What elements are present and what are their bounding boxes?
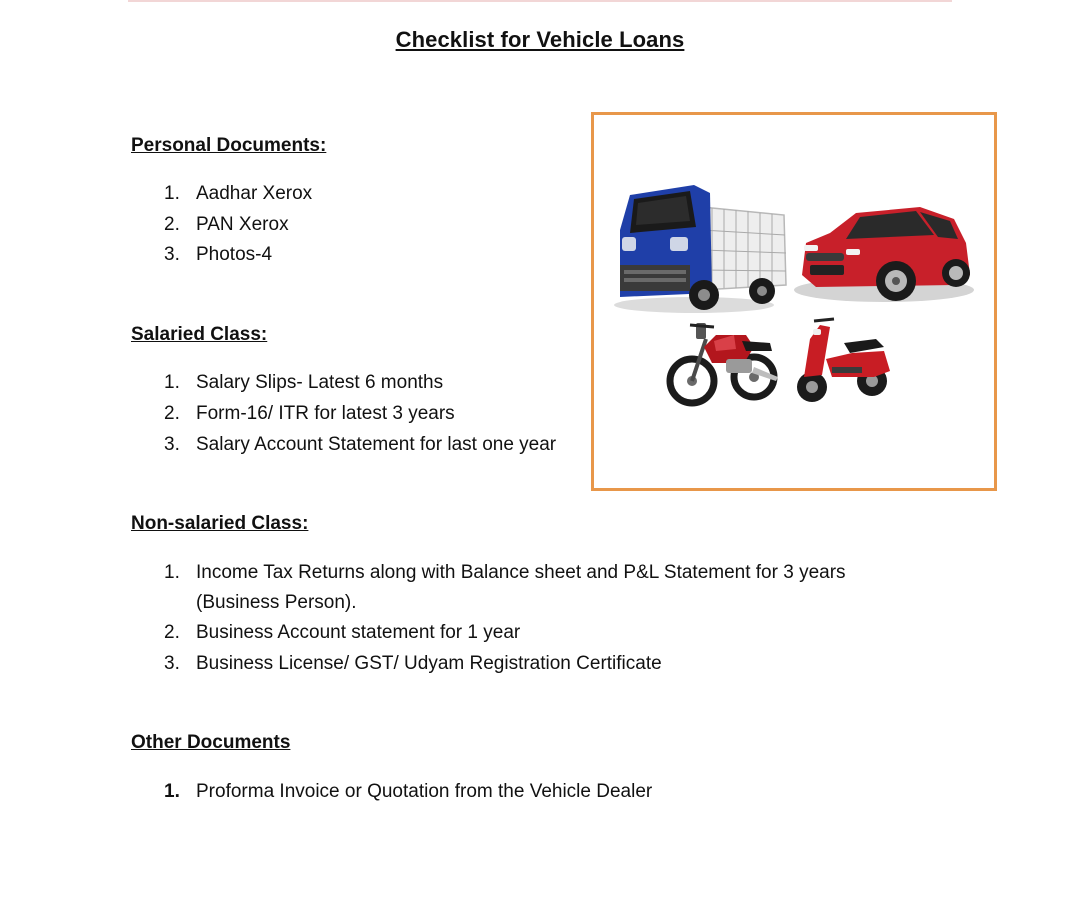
list-number: 1.	[164, 183, 180, 204]
list-number: 2.	[164, 403, 180, 424]
list-number: 3.	[164, 434, 180, 455]
list-item	[164, 179, 312, 209]
scooter-icon	[797, 319, 890, 402]
section-heading-salaried: Salaried Class:	[131, 324, 268, 345]
list-text: Business Account statement for 1 year	[196, 622, 521, 643]
list-text: Aadhar Xerox	[196, 183, 313, 204]
list-item	[164, 618, 520, 648]
list-text: Income Tax Returns along with Balance sheet and P&L Statement for 3 years (Business Person).	[196, 562, 846, 613]
truck-icon	[614, 185, 786, 313]
list-text: Business License/ GST/ Udyam Registration Certificate	[196, 653, 662, 674]
list-number: 1.	[164, 781, 180, 802]
list-text: Form-16/ ITR for latest 3 years	[196, 403, 455, 424]
list-item	[164, 368, 443, 398]
list-text: Proforma Invoice or Quotation from the Vehicle Dealer	[196, 781, 653, 802]
list-item	[164, 777, 652, 807]
list-item	[164, 649, 662, 679]
section-heading-personal: Personal Documents:	[131, 135, 327, 156]
section-heading-other: Other Documents	[131, 732, 291, 753]
list-number: 2.	[164, 214, 180, 235]
list-number: 3.	[164, 244, 180, 265]
top-rule	[128, 0, 952, 2]
section-heading-non-salaried: Non-salaried Class:	[131, 513, 309, 534]
list-item	[164, 240, 272, 270]
vehicles-image-frame	[591, 112, 997, 491]
list-text: Salary Account Statement for last one year	[196, 434, 557, 455]
vehicles-illustration	[594, 115, 994, 488]
list-item	[164, 430, 556, 460]
list-number: 3.	[164, 653, 180, 674]
list-text: Salary Slips- Latest 6 months	[196, 372, 444, 393]
list-item	[164, 399, 455, 429]
list-number: 1.	[164, 372, 180, 393]
list-item	[164, 558, 886, 618]
list-number: 1.	[164, 562, 180, 583]
car-icon	[794, 207, 974, 302]
list-text: Photos-4	[196, 244, 273, 265]
motorcycle-icon	[670, 323, 778, 403]
list-number: 2.	[164, 622, 180, 643]
list-text: PAN Xerox	[196, 214, 289, 235]
document-title: Checklist for Vehicle Loans	[395, 27, 685, 52]
list-item	[164, 210, 289, 240]
